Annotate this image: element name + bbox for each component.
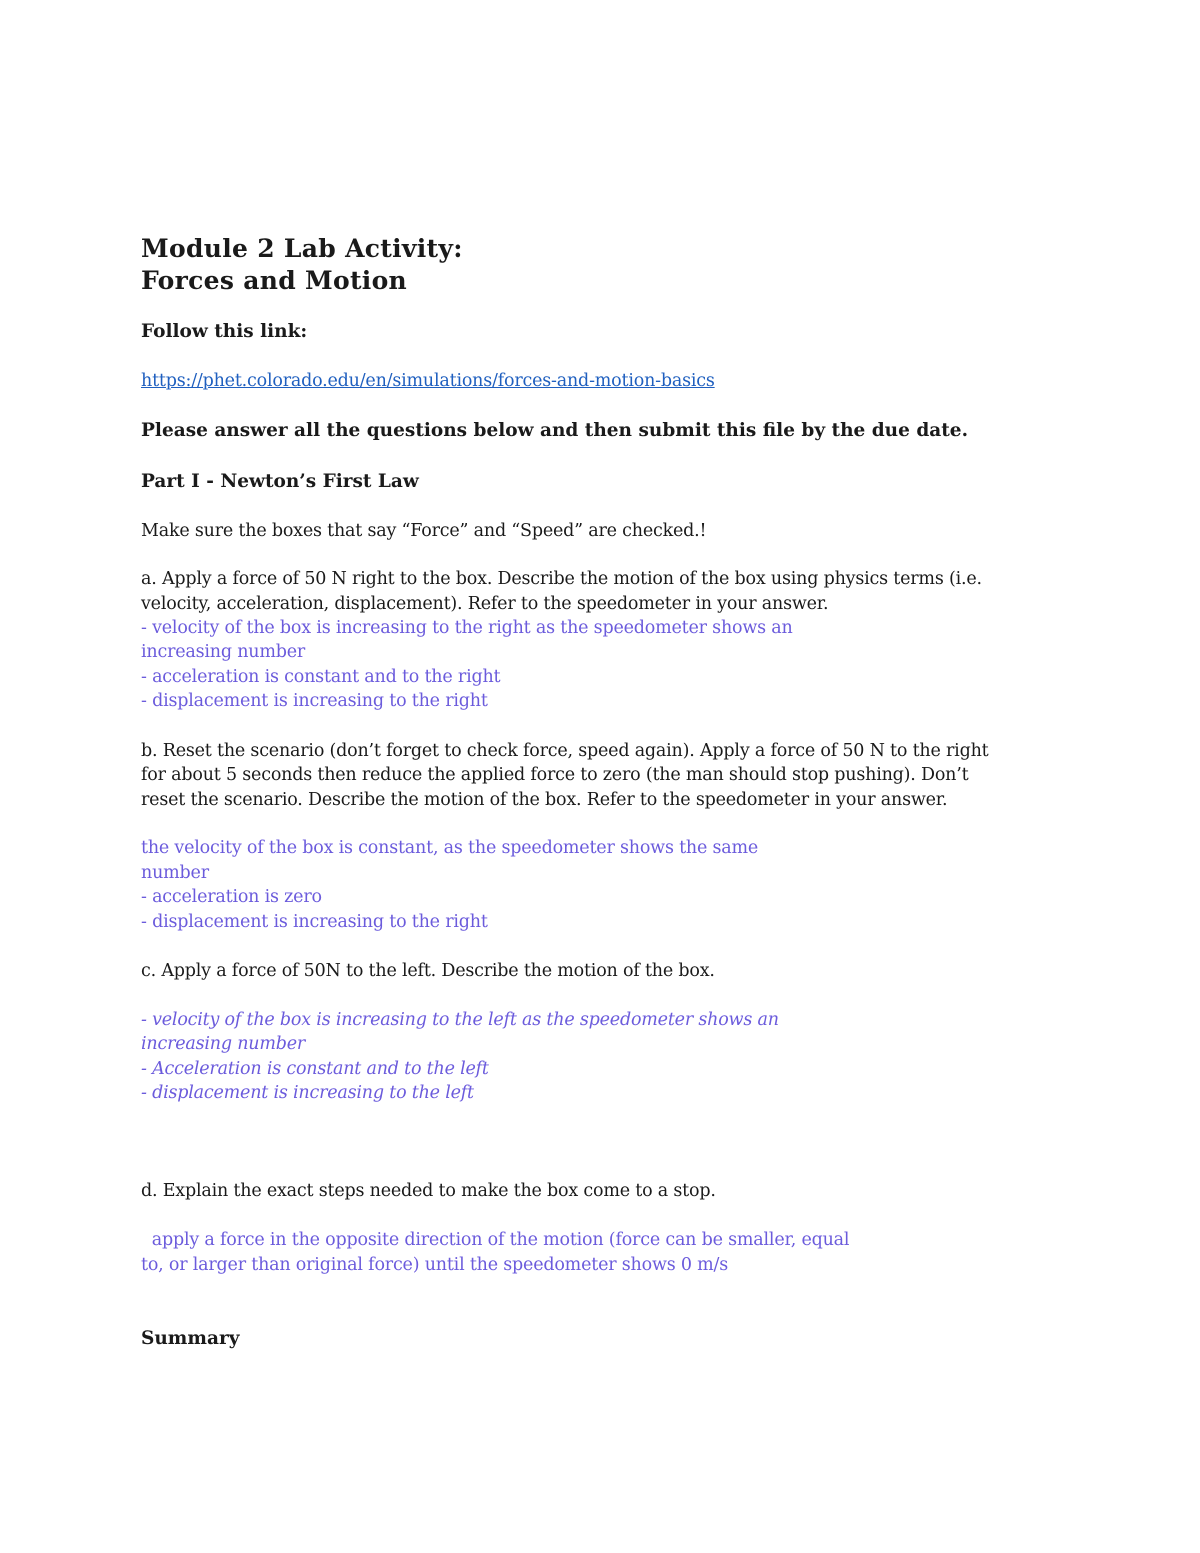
question-a-line-2: velocity, acceleration, displacement). Refer to the speedometer in your answer. <box>141 594 829 614</box>
answer-b-line-1: the velocity of the box is constant, as the speedometer shows the same <box>141 838 759 858</box>
summary-heading: Summary <box>141 1328 240 1349</box>
answer-c-line-4: - displacement is increasing to the left <box>141 1083 474 1103</box>
title-line-1: Module 2 Lab Activity: <box>141 234 463 263</box>
answer-a-line-3: - acceleration is constant and to the right <box>141 667 501 687</box>
answer-c-line-3: - Acceleration is constant and to the left <box>141 1059 489 1079</box>
answer-a-line-1: - velocity of the box is increasing to the right as the speedometer shows an <box>141 618 793 638</box>
answer-d-line-2: to, or larger than original force) until the speedometer shows 0 m/s <box>141 1255 729 1275</box>
question-d-line-1: d. Explain the exact steps needed to make the box come to a stop. <box>141 1181 716 1201</box>
answer-b-line-3: - acceleration is zero <box>141 887 322 907</box>
phet-simulation-link[interactable]: https://phet.colorado.edu/en/simulations/forces-and-motion-basics <box>141 371 715 391</box>
part1-heading: Part I - Newton’s First Law <box>141 471 419 492</box>
follow-link-label: Follow this link: <box>141 321 308 342</box>
question-b-line-3: reset the scenario. Describe the motion of the box. Refer to the speedometer in your answer. <box>141 790 948 810</box>
question-c-line-1: c. Apply a force of 50N to the left. Describe the motion of the box. <box>141 961 715 981</box>
answer-a-line-4: - displacement is increasing to the right <box>141 691 488 711</box>
title-line-2: Forces and Motion <box>141 266 408 295</box>
answer-c-line-1: - velocity of the box is increasing to the left as the speedometer shows an <box>141 1010 779 1030</box>
question-a-line-1: a. Apply a force of 50 N right to the box. Describe the motion of the box using physics terms (i.e. <box>141 569 982 589</box>
question-b-line-1: b. Reset the scenario (don’t forget to check force, speed again). Apply a force of 50 N to the right <box>141 741 989 761</box>
answer-b-line-4: - displacement is increasing to the right <box>141 912 488 932</box>
answer-b-line-2: number <box>141 863 209 883</box>
answer-c-line-2: increasing number <box>141 1034 306 1054</box>
answer-a-line-2: increasing number <box>141 642 306 662</box>
instructions-text: Please answer all the questions below and then submit this file by the due date. <box>141 420 969 441</box>
question-b-line-2: for about 5 seconds then reduce the applied force to zero (the man should stop pushing). Don’t <box>141 765 969 785</box>
part1-note: Make sure the boxes that say “Force” and “Speed” are checked.! <box>141 521 707 541</box>
answer-d-line-1: apply a force in the opposite direction of the motion (force can be smaller, equal <box>141 1230 850 1250</box>
